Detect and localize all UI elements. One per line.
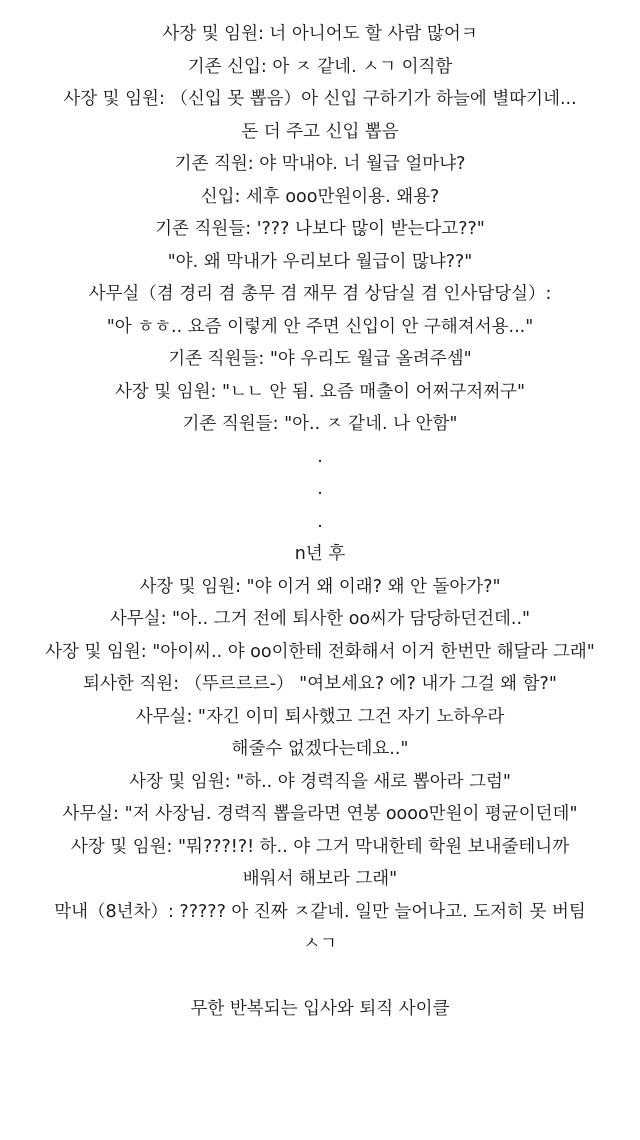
- closing-line: 무한 반복되는 입사와 퇴직 사이클: [190, 999, 450, 1019]
- time-skip-label: n년 후: [294, 544, 346, 564]
- text-line: 해줄수 없겠다는데요..": [231, 739, 409, 759]
- document-body: [0, 18, 640, 1026]
- text-line: 돈 더 주고 신입 뽑음: [241, 121, 399, 142]
- text-line: 사장 및 임원: "뭐???!?! 하.. 야 그거 막내한테 학원 보내줄테니까: [70, 836, 570, 857]
- text-line: 사무실: "저 사장님. 경력직 뽑을라면 연봉 oooo만원이 평균이던데": [62, 804, 578, 824]
- text-line: 사장 및 임원: "야 이거 왜 이래? 왜 안 돌아가?": [139, 576, 501, 597]
- ellipsis-dot: .: [317, 446, 323, 467]
- blank-line: [0, 961, 640, 994]
- text-line: 기존 신입: 아 ㅈ 같네. ㅅㄱ 이직함: [187, 56, 453, 77]
- text-line: 막내（8년차）: ????? 아 진짜 ㅈ같네. 일만 늘어나고. 도저히 못 버팀: [54, 901, 586, 922]
- ellipsis-dot: .: [317, 479, 323, 499]
- ellipsis-dot: .: [317, 511, 323, 532]
- text-line: 기존 직원들: "야 우리도 월급 올려주셈": [168, 349, 472, 369]
- text-line: 사무실（겸 경리 겸 총무 겸 재무 겸 상담실 겸 인사담당실）:: [88, 284, 552, 304]
- text-line: 사장 및 임원: "ㄴㄴ 안 됨. 요즘 매출이 어쩌구저쩌구": [114, 381, 526, 402]
- text-line: 사무실: "아.. 그거 전에 퇴사한 oo씨가 담당하던건데..": [109, 609, 531, 629]
- text-line: 배워서 해보라 그래": [242, 869, 398, 889]
- text-line: 기존 직원들: "아.. ㅈ 같네. 나 안함": [182, 414, 458, 434]
- text-line: 퇴사한 직원: （뚜르르르-） "여보세요? 에? 내가 그걸 왜 함?": [83, 674, 557, 694]
- text-line: 사장 및 임원: "아이씨.. 야 oo이한테 전화해서 이거 한번만 해달라 그래": [45, 641, 595, 662]
- text-line: 기존 직원: 야 막내야. 너 월급 얼마냐?: [174, 154, 466, 174]
- text-line: 기존 직원들: '??? 나보다 많이 받는다고??": [155, 219, 485, 239]
- text-line: 사무실: "자긴 이미 퇴사했고 그건 자기 노하우라: [135, 706, 505, 727]
- text-line: 사장 및 임원: （신입 못 뽑음）아 신입 구하기가 하늘에 별따기네...: [63, 89, 577, 109]
- text-line: "아 ㅎㅎ.. 요즘 이렇게 안 주면 신입이 안 구해져서용...": [106, 316, 534, 337]
- text-line: ㅅㄱ: [303, 934, 337, 954]
- text-line: 사장 및 임원: "하.. 야 경력직을 새로 뽑아라 그럼": [129, 771, 511, 792]
- text-line: 사장 및 임원: 너 아니어도 할 사람 많어ㅋ: [162, 24, 478, 44]
- text-line: 신입: 세후 ooo만원이용. 왜용?: [200, 186, 440, 207]
- text-line: "야. 왜 막내가 우리보다 월급이 많냐??": [167, 251, 473, 272]
